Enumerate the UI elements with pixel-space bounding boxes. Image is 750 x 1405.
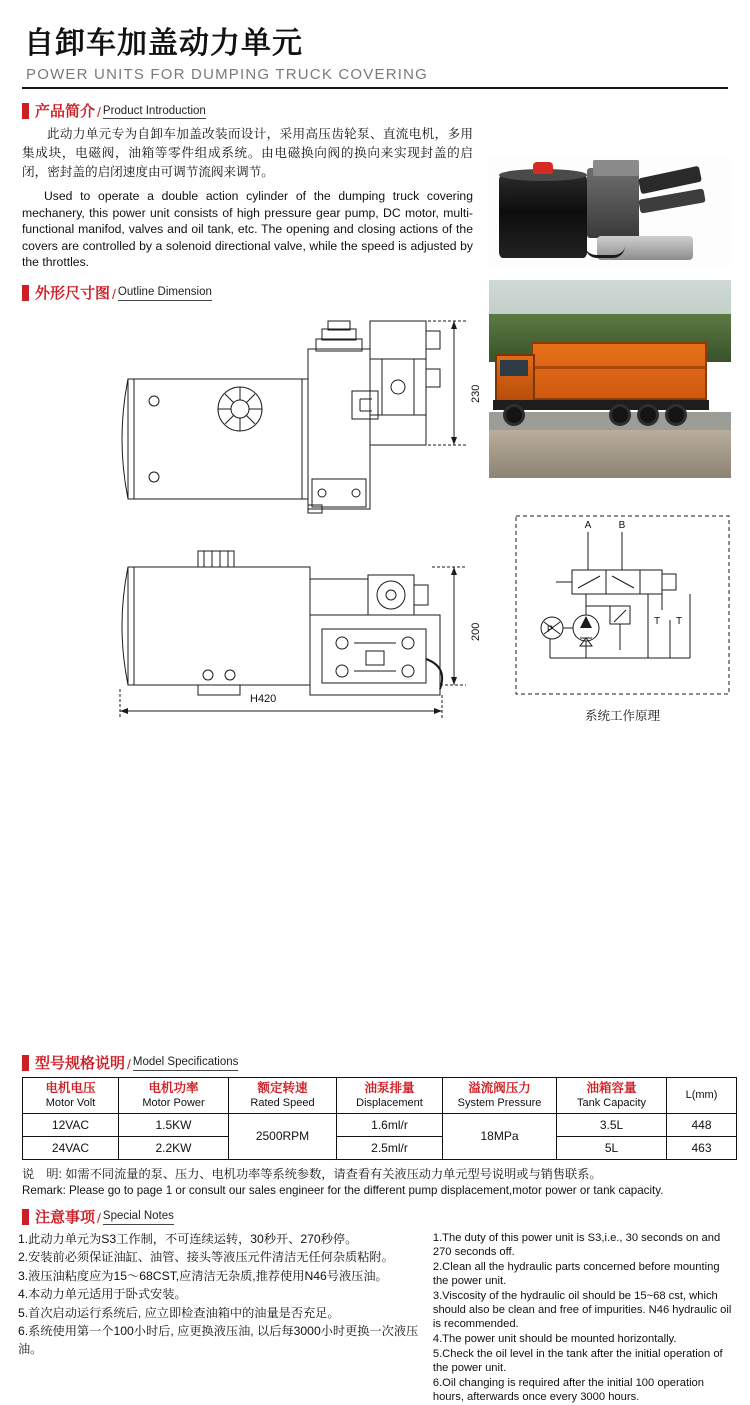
cell-motor-volt: 12VAC bbox=[23, 1113, 119, 1136]
note-item: 5.首次启动运行系统后, 应立即检查油箱中的油量是否充足。 bbox=[18, 1305, 340, 1320]
dimension-height-200: 200 bbox=[470, 622, 482, 641]
table-header-cell bbox=[229, 1077, 337, 1113]
note-item: 5.Check the oil level in the tank after the initial operation of the power unit. bbox=[432, 1347, 723, 1374]
section-title-en: Special Notes bbox=[103, 1211, 174, 1225]
introduction-paragraph-cn: 此动力单元专为自卸车加盖改装而设计，采用高压齿轮泵、直流电机，多用集成块，电磁阀，油箱等零件组成系统。由电磁换向阀的换向来实现封盖的启闭，密封盖的启闭速度由可调节流阀来调节。 bbox=[22, 127, 473, 179]
schematic-port-b: B bbox=[618, 520, 626, 531]
section-title-cn: 型号规格说明 bbox=[35, 1054, 126, 1072]
schematic-caption: 系统工作原理 bbox=[584, 709, 660, 723]
header-divider bbox=[22, 87, 728, 89]
schematic-port-p: P bbox=[547, 624, 554, 634]
col-cn: 电机电压 bbox=[45, 1080, 96, 1095]
hydraulic-schematic bbox=[510, 510, 735, 700]
note-item: 3.Viscosity of the hydraulic oil should be 15~68 cst, which should also be clean and free of impurities. N46 hydraulic oil is recommended. bbox=[432, 1289, 732, 1330]
photo-motor-body bbox=[587, 168, 639, 238]
schematic-port-t2: T bbox=[676, 616, 683, 627]
section-marker-icon bbox=[22, 1209, 29, 1225]
photo-manifold bbox=[593, 160, 639, 176]
col-en: Motor Power bbox=[142, 1096, 205, 1109]
cell-motor-volt: 24VAC bbox=[23, 1136, 119, 1159]
product-photo-power-unit bbox=[489, 158, 731, 268]
cell-displacement: 2.5ml/r bbox=[337, 1136, 443, 1159]
table-header-row bbox=[23, 1077, 737, 1113]
outline-drawing-svg bbox=[22, 299, 502, 719]
col-en: Motor Volt bbox=[45, 1096, 96, 1109]
notes-list-en bbox=[433, 1231, 732, 1405]
cell-displacement: 1.6ml/r bbox=[337, 1113, 443, 1136]
section-marker-icon bbox=[22, 1055, 29, 1071]
specifications-table bbox=[22, 1077, 737, 1160]
cell-tank-capacity: 3.5L bbox=[557, 1113, 667, 1136]
photo-truck-bed bbox=[531, 342, 707, 400]
section-separator: / bbox=[97, 1209, 101, 1226]
note-item: 3.液压油粘度应为15～68CST,应清洁无杂质,推荐使用N46号液压油。 bbox=[18, 1268, 388, 1283]
page-subtitle: POWER UNITS FOR DUMPING TRUCK COVERING bbox=[26, 66, 429, 83]
photo-hose bbox=[585, 242, 625, 258]
table-header-cell bbox=[337, 1077, 443, 1113]
note-item: 6.系统使用第一个100小时后, 应更换液压油, 以后每3000小时更换一次液压油。 bbox=[18, 1324, 419, 1356]
introduction-block bbox=[18, 125, 473, 271]
section-title-en: Outline Dimension bbox=[118, 287, 212, 301]
section-title-en: Model Specifications bbox=[133, 1057, 238, 1071]
col-en: System Pressure bbox=[457, 1096, 542, 1109]
section-title-cn: 产品简介 bbox=[35, 103, 96, 120]
section-separator: / bbox=[127, 1055, 131, 1072]
section-marker-icon bbox=[22, 103, 29, 119]
col-en: L(mm) bbox=[685, 1089, 718, 1101]
photo-tank bbox=[499, 174, 587, 258]
note-item: 1.此动力单元为S3工作制，不可连续运转，30秒开、270秒停。 bbox=[18, 1231, 358, 1246]
section-title-cn: 外形尺寸图 bbox=[35, 284, 111, 302]
cell-motor-power: 1.5KW bbox=[119, 1113, 229, 1136]
notes-list-cn bbox=[18, 1231, 433, 1405]
remark-en: Remark: Please go to page 1 or consult our sales engineer for the different pump displacement,motor power or tank capacity. bbox=[22, 1183, 664, 1197]
section-title-cn: 注意事项 bbox=[35, 1208, 96, 1226]
notes-block bbox=[18, 1231, 732, 1405]
table-header-cell bbox=[23, 1077, 119, 1113]
note-item: 2.安装前必须保证油缸、油管、接头等液压元件清洁无任何杂质粘附。 bbox=[18, 1250, 394, 1264]
section-header-introduction bbox=[22, 103, 732, 119]
outline-dimension-drawing bbox=[22, 307, 502, 737]
note-item: 6.Oil changing is required after the initial 100 operation hours, afterwards once every 3000 hours. bbox=[432, 1376, 704, 1403]
section-title-en: Product Introduction bbox=[103, 106, 206, 120]
schematic-port-a: A bbox=[584, 520, 592, 531]
product-photo-dump-truck bbox=[489, 280, 731, 478]
col-en: Rated Speed bbox=[250, 1096, 315, 1109]
cell-system-pressure: 18MPa bbox=[443, 1113, 557, 1159]
cell-tank-capacity: 5L bbox=[557, 1136, 667, 1159]
hydraulic-schematic-svg bbox=[510, 510, 735, 700]
dimension-length-h420: H420 bbox=[250, 692, 277, 705]
photo-red-cap bbox=[533, 162, 553, 174]
note-item: 4.本动力单元适用于卧式安装。 bbox=[18, 1287, 187, 1301]
schematic-port-t: T bbox=[654, 616, 661, 627]
remark-cn bbox=[22, 1165, 732, 1182]
table-header-cell bbox=[119, 1077, 229, 1113]
dimension-height-230: 230 bbox=[470, 384, 482, 403]
cell-motor-power: 2.2KW bbox=[119, 1136, 229, 1159]
col-cn: 油箱容量 bbox=[586, 1080, 637, 1095]
table-header-cell bbox=[557, 1077, 667, 1113]
note-item: 1.The duty of this power unit is S3,i.e., 30 seconds on and 270 seconds off. bbox=[432, 1231, 721, 1258]
cell-rated-speed: 2500RPM bbox=[229, 1113, 337, 1159]
section-header-model bbox=[22, 1055, 732, 1071]
cell-length: 463 bbox=[667, 1136, 737, 1159]
table-header-cell bbox=[667, 1077, 737, 1113]
table-row bbox=[23, 1136, 737, 1159]
note-item: 2.Clean all the hydraulic parts concerned before mounting the power unit. bbox=[432, 1260, 720, 1287]
introduction-paragraph-en: Used to operate a double action cylinder of the dumping truck covering mechanery, this power unit consists of high pressure gear pump, DC motor, multi-functional manifod, valves and oil tank, etc. The opening and closing actions of the covers are controlled by a solenoid directional valve, while the speed is adjusted by the throttles. bbox=[22, 189, 473, 269]
col-cn: 额定转速 bbox=[257, 1080, 308, 1095]
remark-cn-text: 如需不同流量的泵、压力、电机功率等系统参数，请查看有关液压动力单元型号说明或与销售联系。 bbox=[65, 1166, 602, 1181]
col-en: Displacement bbox=[356, 1096, 423, 1109]
page-root bbox=[0, 18, 750, 1403]
table-row bbox=[23, 1113, 737, 1136]
section-separator: / bbox=[112, 285, 116, 302]
remark-cn-label: 说 明: bbox=[22, 1166, 62, 1181]
section-separator: / bbox=[97, 104, 101, 120]
col-cn: 溢流阀压力 bbox=[468, 1080, 531, 1095]
col-cn: 油泵排量 bbox=[364, 1080, 415, 1095]
col-cn: 电机功率 bbox=[148, 1080, 199, 1095]
table-header-cell bbox=[443, 1077, 557, 1113]
cell-length: 448 bbox=[667, 1113, 737, 1136]
col-en: Tank Capacity bbox=[576, 1096, 647, 1109]
section-header-notes bbox=[22, 1209, 732, 1225]
page-title: 自卸车加盖动力单元 bbox=[24, 27, 303, 60]
note-item: 4.The power unit should be mounted horizontally. bbox=[432, 1332, 677, 1345]
